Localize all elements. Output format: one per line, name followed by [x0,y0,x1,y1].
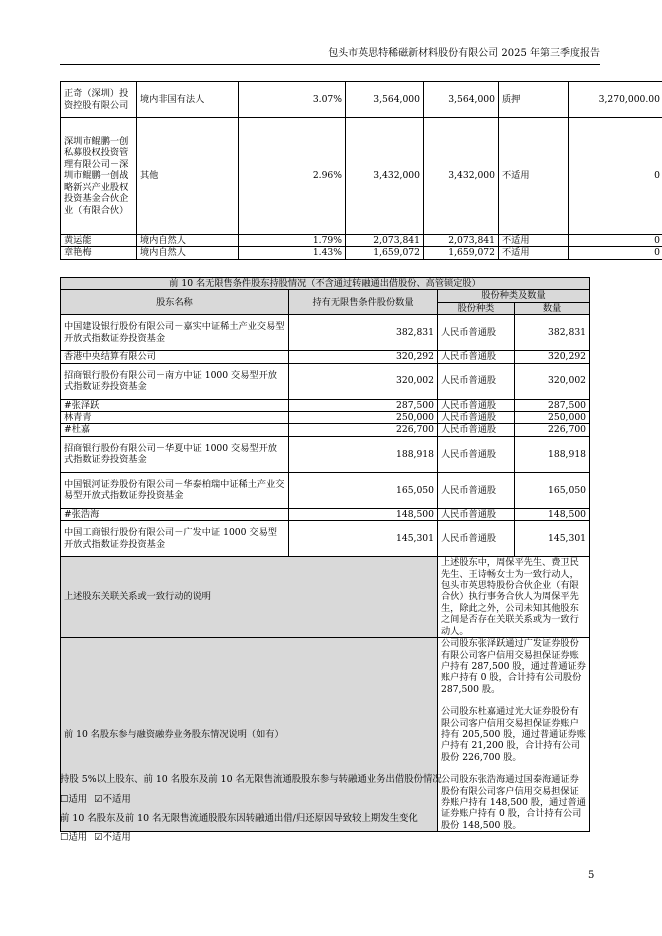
checkbox-empty-icon: ☐ [60,794,69,805]
holder-nature: 其他 [137,118,239,235]
holder-name: 正奇（深圳）投资控股有限公司 [61,82,137,118]
pledge-status: 质押 [499,82,569,118]
share-type: 人民币普通股 [438,412,515,424]
share-count: 250,000 [515,412,590,424]
margin-para: 公司股东杜嘉通过光大证券股份有限公司客户信用交易担保证券账户持有 205,500 股，通过普通证券账户持有 21,200 股，合计持有公司股份 226,700 股。 [441,706,586,763]
share-count: 382,831 [515,315,590,351]
relation-label: 上述股东关联关系或一致行动的说明 [61,557,438,638]
share-type: 人民币普通股 [438,363,515,399]
holder-qty: 145,301 [289,521,438,557]
holder-ratio: 1.79% [239,235,346,247]
col-header-type: 股份种类 [438,302,515,314]
table-row [61,424,590,436]
col-header-qty: 持有无限售条件股份数量 [289,290,438,315]
holder-name: 林青青 [61,412,289,424]
report-title: 包头市英思特稀磁新材料股份有限公司 2025 年第三季度报告 [328,48,600,59]
note-change-title: 前 10 名股东及前 10 名无限售流通股股东因转融通出借/归还原因导致较上期发生变化 [60,813,418,824]
holder-ratio: 1.43% [239,247,346,259]
margin-text [438,638,590,832]
share-count: 165,050 [515,472,590,508]
pledge-qty: 0 [569,247,662,259]
holder-shares: 2,073,841 [346,235,424,247]
holder-name: 中国银河证券股份有限公司－华泰柏瑞中证稀土产业交易型开放式指数证券投资基金 [61,472,289,508]
holder-name: 章艳梅 [61,247,137,259]
table-row [61,436,590,472]
pledge-status: 不适用 [499,235,569,247]
pledge-qty: 0 [569,235,662,247]
holder-shares: 1,659,072 [346,247,424,259]
checkbox-empty-icon: ☐ [60,832,69,843]
share-type: 人民币普通股 [438,521,515,557]
holder-qty: 287,500 [289,399,438,411]
share-count: 320,292 [515,351,590,363]
option-applicable: 适用 [68,832,88,843]
holder-name: 深圳市鲲鹏一创私募股权投资管理有限公司－深圳市鲲鹏一创战略新兴产业股权投资基金合伙企业（有限合伙） [61,118,137,235]
holder-restricted: 3,432,000 [424,118,499,235]
relation-row [61,557,590,638]
holder-name: 招商银行股份有限公司－南方中证 1000 交易型开放式指数证券投资基金 [61,363,289,399]
share-count: 226,700 [515,424,590,436]
holder-shares: 3,564,000 [346,82,424,118]
table-row [61,521,590,557]
holder-name: 中国工商银行股份有限公司－广发中证 1000 交易型开放式指数证券投资基金 [61,521,289,557]
note-lending-title: 持股 5%以上股东、前 10 名股东及前 10 名无限售流通股股东参与转融通业务出借股份情况 [60,774,442,785]
share-type: 人民币普通股 [438,472,515,508]
holder-name: #张泽跃 [61,399,289,411]
pledge-status: 不适用 [499,247,569,259]
margin-row [61,638,590,832]
table-row [61,472,590,508]
holder-qty: 320,292 [289,351,438,363]
note-lending-options [60,791,131,805]
checkbox-checked-icon: ☑ [94,832,103,843]
holder-qty: 226,700 [289,424,438,436]
unrestricted-holders-table [60,277,590,832]
holder-name: 黄运能 [61,235,137,247]
table-row [61,363,590,399]
share-type: 人民币普通股 [438,424,515,436]
section-title-row [61,278,590,290]
share-count: 148,500 [515,508,590,520]
holder-ratio: 2.96% [239,118,346,235]
table-row [61,315,590,351]
page-number: 5 [588,870,595,881]
holder-restricted: 2,073,841 [424,235,499,247]
holder-nature: 境内非国有法人 [137,82,239,118]
margin-label: 前 10 名股东参与融资融券业务股东情况说明（如有） [61,638,438,832]
holder-name: #杜嘉 [61,424,289,436]
pledge-qty: 0 [569,118,662,235]
table-row [61,247,662,259]
holder-restricted: 3,564,000 [424,82,499,118]
holder-qty: 382,831 [289,315,438,351]
option-not-applicable: 不适用 [102,832,131,843]
margin-para: 公司股东张泽跃通过广发证券股份有限公司客户信用交易担保证券账户持有 287,500 股，通过普通证券账户持有 0 股，合计持有公司股份 287,500 股。 [441,638,586,695]
table-row [61,508,590,520]
share-type: 人民币普通股 [438,315,515,351]
table-row [61,351,590,363]
holder-name: #张浩海 [61,508,289,520]
relation-text: 上述股东中，周保平先生、费卫民先生、王诗畅女士为一致行动人，包头市英思特股份合伙企业（有限合伙）执行事务合伙人为周保平先生，除此之外，公司未知其他股东之间是否存在关联关系或为一致行动人。 [438,557,590,638]
table-row [61,235,662,247]
holder-name: 香港中央结算有限公司 [61,351,289,363]
holder-qty: 188,918 [289,436,438,472]
top10-holders-table [60,81,662,260]
pledge-qty: 3,270,000.00 [569,82,662,118]
page-header [60,44,600,65]
holder-restricted: 1,659,072 [424,247,499,259]
holder-qty: 320,002 [289,363,438,399]
share-count: 145,301 [515,521,590,557]
holder-qty: 250,000 [289,412,438,424]
table-row [61,412,590,424]
holder-nature: 境内自然人 [137,235,239,247]
header-row [61,290,590,302]
holder-shares: 3,432,000 [346,118,424,235]
table-row [61,82,662,118]
share-type: 人民币普通股 [438,351,515,363]
share-count: 320,002 [515,363,590,399]
note-change-options [60,829,131,843]
checkbox-checked-icon: ☑ [94,794,103,805]
share-type: 人民币普通股 [438,399,515,411]
option-applicable: 适用 [68,794,88,805]
col-header-name: 股东名称 [61,290,289,315]
col-header-count: 数量 [515,302,590,314]
holder-nature: 境内自然人 [137,247,239,259]
holder-name: 中国建设银行股份有限公司－嘉实中证稀土产业交易型开放式指数证券投资基金 [61,315,289,351]
table-row [61,118,662,235]
col-header-type-group: 股份种类及数量 [438,290,590,302]
share-count: 287,500 [515,399,590,411]
option-not-applicable: 不适用 [102,794,131,805]
share-type: 人民币普通股 [438,508,515,520]
section-title: 前 10 名无限售条件股东持股情况（不含通过转融通出借股份、高管锁定股） [61,278,590,290]
holder-qty: 165,050 [289,472,438,508]
holder-name: 招商银行股份有限公司－华夏中证 1000 交易型开放式指数证券投资基金 [61,436,289,472]
margin-para: 公司股东张浩海通过国泰海通证券股份有限公司客户信用交易担保证券账户持有 148,500 股，通过普通证券账户持有 0 股，合计持有公司股份 148,500 股。 [441,774,586,831]
holder-ratio: 3.07% [239,82,346,118]
share-count: 188,918 [515,436,590,472]
pledge-status: 不适用 [499,118,569,235]
holder-qty: 148,500 [289,508,438,520]
share-type: 人民币普通股 [438,436,515,472]
table-row [61,399,590,411]
